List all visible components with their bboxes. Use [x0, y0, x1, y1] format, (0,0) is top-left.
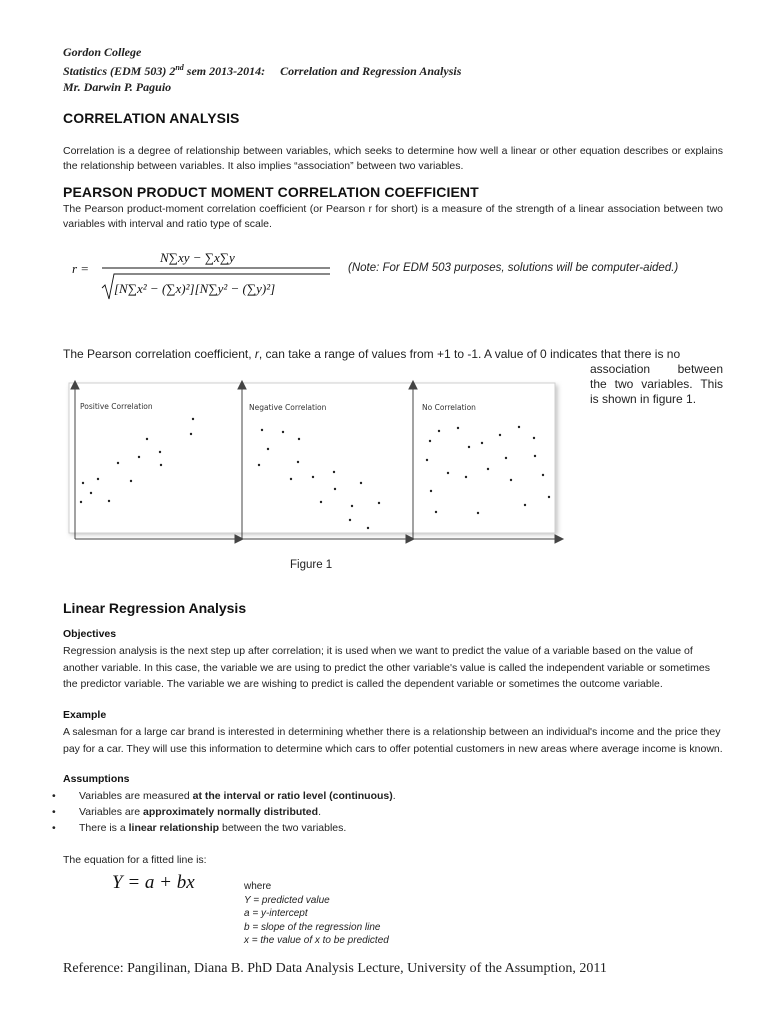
scatter-point-negative — [360, 482, 362, 484]
correlation-figure — [65, 379, 565, 549]
scatter-point-negative — [349, 519, 351, 521]
scatter-point-negative — [312, 476, 314, 478]
svg-text:[N∑x² − (∑x)²][N∑y² − (∑y)²]: [N∑x² − (∑x)²][N∑y² − (∑y)²] — [114, 281, 276, 296]
scatter-point-negative — [320, 501, 322, 503]
scatter-point-positive — [146, 438, 148, 440]
scatter-point-positive — [108, 500, 110, 502]
pearson-formula — [72, 244, 342, 304]
legend-item: Y = predicted value — [244, 894, 330, 906]
legend-item: a = y-intercept — [244, 908, 308, 919]
scatter-point-none — [542, 474, 544, 476]
header-course: Statistics (EDM 503) 2nd sem 2013-2014: Correlation and Regression Analysis — [63, 63, 462, 78]
scatter-point-none — [510, 479, 512, 481]
scatter-point-none — [468, 446, 470, 448]
scatter-point-positive — [80, 501, 82, 503]
assumption-item: • Variables are approximately normally distributed. — [52, 806, 321, 818]
scatter-point-none — [524, 504, 526, 506]
scatter-point-negative — [282, 431, 284, 433]
svg-text:r =: r = — [72, 261, 90, 276]
correlation-body: Correlation is a degree of relationship between variables, which seeks to determine how well a linear or other equation describes or explains the relationship between variables. It also implies “association” between two variables. — [63, 145, 723, 172]
pearson-range-line: The Pearson correlation coefficient, r, can take a range of values from +1 to -1. A value of 0 indicates that there is no — [63, 347, 681, 361]
panel-label-positive: Positive Correlation — [80, 402, 153, 411]
scatter-point-positive — [90, 492, 92, 494]
scatter-point-none — [499, 434, 501, 436]
example-label: Example — [63, 709, 107, 721]
fitted-line-intro: The equation for a fitted line is: — [63, 854, 207, 866]
panel-label-negative: Negative Correlation — [249, 403, 327, 412]
scatter-point-negative — [267, 448, 269, 450]
header-college: Gordon College — [63, 45, 142, 59]
panel-label-none: No Correlation — [422, 403, 476, 412]
scatter-point-positive — [117, 462, 119, 464]
scatter-point-positive — [190, 433, 192, 435]
reference-footer: Reference: Pangilinan, Diana B. PhD Data Analysis Lecture, University of the Assumption, 2011 — [63, 961, 607, 976]
objectives-label: Objectives — [63, 628, 117, 640]
scatter-point-negative — [367, 527, 369, 529]
pearson-range-continuation: association between the two variables. This is shown in figure 1. — [590, 362, 723, 406]
document-header — [63, 44, 461, 95]
scatter-point-none — [426, 459, 428, 461]
correlation-title: CORRELATION ANALYSIS — [63, 110, 240, 126]
scatter-point-none — [438, 430, 440, 432]
assumption-item: • Variables are measured at the interval or ratio level (continuous). — [52, 790, 396, 802]
scatter-point-none — [465, 476, 467, 478]
assumption-item: • There is a linear relationship between the two variables. — [52, 822, 347, 834]
scatter-point-positive — [130, 480, 132, 482]
scatter-point-none — [505, 457, 507, 459]
axis-arrow-x-none — [555, 535, 563, 543]
scatter-point-none — [518, 426, 520, 428]
regression-title: Linear Regression Analysis — [63, 600, 247, 616]
pearson-title: PEARSON PRODUCT MOMENT CORRELATION COEFFICIENT — [63, 184, 479, 200]
scatter-point-positive — [160, 464, 162, 466]
scatter-point-none — [429, 440, 431, 442]
equation-legend — [244, 880, 389, 948]
example-body: A salesman for a large car brand is interested in determining whether there is a relationship between an individual's income and the price they pay for a car. They will use this information to determine which cars to offer potential customers in new areas where average income is known. — [63, 726, 723, 755]
scatter-point-positive — [192, 418, 194, 420]
header-instructor: Mr. Darwin P. Paguio — [63, 80, 172, 94]
scatter-point-negative — [334, 488, 336, 490]
scatter-point-none — [430, 490, 432, 492]
scatter-point-none — [447, 472, 449, 474]
legend-item: b = slope of the regression line — [244, 921, 381, 933]
scatter-point-none — [435, 511, 437, 513]
scatter-point-none — [477, 512, 479, 514]
formula-note: (Note: For EDM 503 purposes, solutions will be computer-aided.) — [348, 262, 679, 274]
scatter-point-positive — [138, 456, 140, 458]
scatter-point-positive — [82, 482, 84, 484]
scatter-point-negative — [333, 471, 335, 473]
svg-text:N∑xy − ∑x∑y: N∑xy − ∑x∑y — [160, 250, 235, 265]
scatter-point-none — [533, 437, 535, 439]
legend-where: where — [244, 881, 272, 892]
regression-equation: Y = a + bx — [112, 872, 195, 893]
pearson-body: The Pearson product-moment correlation coefficient (or Pearson r for short) is a measure of the strength of a linear association between two variables with interval and ratio type of scale. — [63, 203, 723, 230]
objectives-body: Regression analysis is the next step up after correlation; it is used when we want to predict the value of a variable based on the value of another variable. In this case, the variable we are using to predict the other variable's value is called the independent variable or sometimes the predictor variable. The variable we are wishing to predict is called the dependent variable or sometimes the outcome variable. — [63, 645, 710, 690]
assumptions-label: Assumptions — [63, 773, 130, 785]
scatter-point-none — [487, 468, 489, 470]
scatter-point-none — [534, 455, 536, 457]
scatter-point-positive — [159, 451, 161, 453]
scatter-point-negative — [261, 429, 263, 431]
scatter-point-none — [457, 427, 459, 429]
scatter-point-negative — [297, 461, 299, 463]
figure-caption: Figure 1 — [290, 559, 333, 571]
scatter-point-negative — [298, 438, 300, 440]
scatter-point-negative — [351, 505, 353, 507]
scatter-point-positive — [97, 478, 99, 480]
scatter-point-none — [548, 496, 550, 498]
scatter-point-negative — [258, 464, 260, 466]
scatter-point-none — [481, 442, 483, 444]
scatter-point-negative — [290, 478, 292, 480]
legend-item: x = the value of x to be predicted — [244, 935, 389, 946]
scatter-point-negative — [378, 502, 380, 504]
